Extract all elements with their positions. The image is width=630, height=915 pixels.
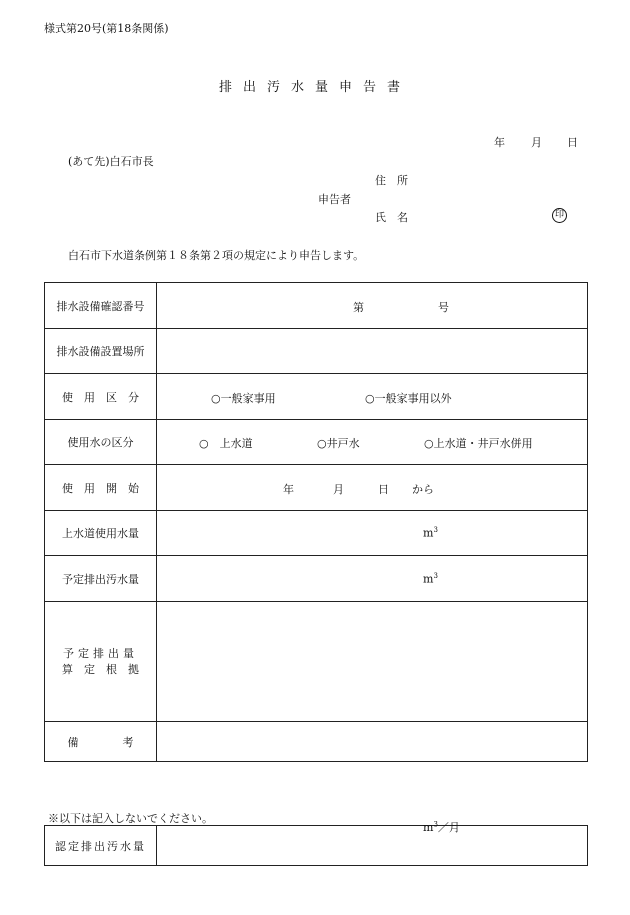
calculation-basis-label-line2: 算 定 根 拠	[62, 662, 139, 676]
date-month-label: 月	[531, 136, 542, 149]
confirmation-go: 号	[438, 300, 449, 314]
start-month: 月	[333, 482, 344, 496]
tap-volume-label: 上水道使用水量	[45, 511, 157, 556]
usage-category-label: 使 用 区 分	[45, 374, 157, 420]
row-usage-category	[45, 374, 588, 420]
form-title: 排出汚水量申告書	[218, 80, 411, 95]
row-tap-volume	[45, 511, 588, 556]
calculation-basis-label	[45, 602, 157, 722]
water-option-combined[interactable]: ○上水道・井戸水併用	[424, 437, 533, 450]
remarks-label: 備 考	[45, 722, 157, 762]
usage-option-household[interactable]: ○一般家事用	[211, 391, 276, 405]
start-year: 年	[283, 482, 294, 496]
date-day-label: 日	[567, 136, 578, 149]
name-label: 氏 名	[375, 211, 408, 224]
approved-volume-field	[157, 820, 588, 866]
row-confirmation-number	[45, 283, 588, 329]
usage-category-field	[157, 374, 588, 420]
calculation-basis-label-line1: 予定排出量	[63, 646, 138, 660]
start-label: 使 用 開 始	[45, 465, 157, 511]
tap-volume-unit: $m^3$	[423, 526, 438, 540]
row-planned-volume	[45, 556, 588, 602]
location-label: 排水設備設置場所	[45, 329, 157, 374]
approved-volume-unit: $m^3/$月	[423, 820, 460, 834]
tap-volume-field[interactable]	[157, 511, 588, 556]
addressee: (あて先)白石市長	[68, 155, 154, 168]
row-start	[45, 465, 588, 511]
approved-volume-label: 認定排出汚水量	[45, 826, 157, 866]
location-field[interactable]	[157, 329, 588, 374]
address-label: 住 所	[375, 174, 408, 187]
row-water-category	[45, 420, 588, 465]
start-from: から	[412, 482, 434, 496]
confirmation-number-label: 排水設備確認番号	[45, 283, 157, 329]
water-option-tap[interactable]: ○ 上水道	[199, 437, 253, 450]
date-year-label: 年	[494, 136, 505, 149]
office-use-table	[44, 820, 588, 866]
confirmation-dai: 第	[353, 300, 364, 314]
confirmation-number-field[interactable]	[157, 283, 588, 329]
start-day: 日	[378, 482, 389, 496]
water-option-well[interactable]: ○井戸水	[317, 437, 360, 450]
calculation-basis-field[interactable]	[157, 602, 588, 722]
office-use-note: ※以下は記入しないでください。	[48, 812, 213, 825]
usage-option-non-household[interactable]: ○一般家事用以外	[365, 391, 452, 405]
application-table	[44, 282, 588, 762]
row-calculation-basis	[45, 602, 588, 722]
form-number: 様式第20号(第18条関係)	[44, 22, 169, 35]
planned-volume-field[interactable]	[157, 556, 588, 602]
planned-volume-unit: $m^3$	[423, 571, 438, 586]
water-category-field	[157, 420, 588, 465]
start-date-field[interactable]	[157, 465, 588, 511]
row-remarks	[45, 722, 588, 762]
applicant-label: 申告者	[318, 193, 351, 206]
remarks-field[interactable]	[157, 722, 588, 762]
planned-volume-label: 予定排出汚水量	[45, 556, 157, 602]
row-location	[45, 329, 588, 374]
declaration-statement: 白石市下水道条例第１８条第２項の規定により申告します。	[68, 249, 365, 262]
water-category-label: 使用水の区分	[45, 420, 157, 465]
seal-mark: 印	[552, 208, 567, 223]
